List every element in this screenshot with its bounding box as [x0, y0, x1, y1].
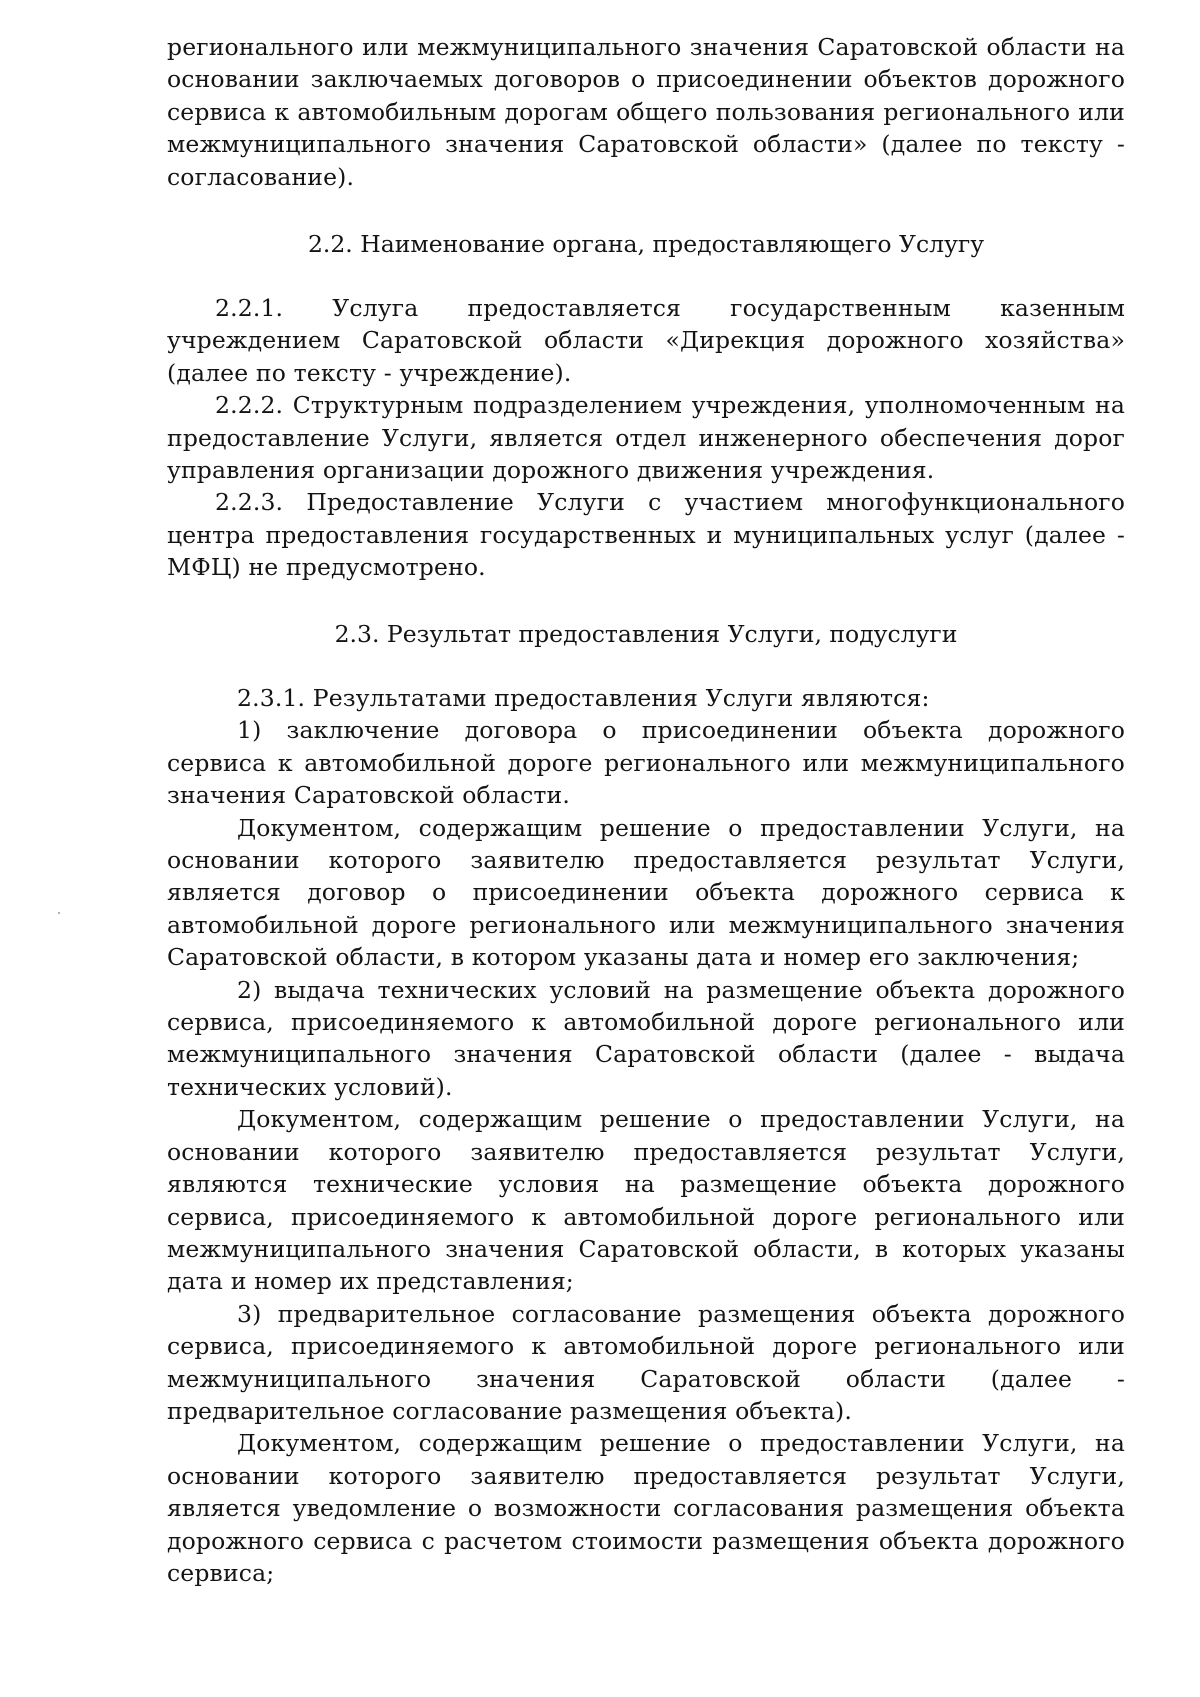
result-document-3: Документом, содержащим решение о предоставлении Услуги, на основании которого заявителю предоставляется результат Услуги, является уведомление о возможности согласования размещения объекта дорожного сервиса с расчетом стоимости размещения объекта дорожного сервиса;: [167, 1429, 1125, 1587]
paragraph-2-2-1: 2.2.1. Услуга предоставляется государственным казенным учреждением Саратовской области «Дирекция дорожного хозяйства» (далее по тексту - учреждение).: [167, 294, 1125, 387]
section-2-3-heading: 2.3. Результат предоставления Услуги, подуслуги: [334, 620, 958, 648]
section-2-2-heading: 2.2. Наименование органа, предоставляющего Услугу: [307, 230, 985, 258]
result-item-1: 1) заключение договора о присоединении объекта дорожного сервиса к автомобильной дороге регионального или межмуниципального значения Саратовской области.: [167, 716, 1125, 810]
paragraph-2-2-2: 2.2.2. Структурным подразделением учреждения, уполномоченным на предоставление Услуги, является отдел инженерного обеспечения дорог управления организации дорожного движения учреждения.: [167, 391, 1125, 485]
paragraph-2-2-3: 2.2.3. Предоставление Услуги с участием многофункционального центра предоставления государственных и муниципальных услуг (далее - МФЦ) не предусмотрено.: [167, 488, 1125, 582]
result-item-3: 3) предварительное согласование размещения объекта дорожного сервиса, присоединяемого к автомобильной дороге регионального или межмуниципального значения Саратовской области (далее - предварительное согласование размещения объекта).: [167, 1299, 1125, 1425]
section-2-2-body: [167, 292, 1125, 584]
scan-speck: [58, 912, 60, 914]
result-document-2: Документом, содержащим решение о предоставлении Услуги, на основании которого заявителю предоставляется результат Услуги, являются технические условия на размещение объекта дорожного сервиса, присоединяемого к автомобильной дороге регионального или межмуниципального значения Саратовской области, в которых указаны дата и номер их представления;: [167, 1105, 1125, 1296]
continuation-paragraph-block: [167, 31, 1125, 193]
section-2-3-body: [167, 682, 1125, 1589]
continuation-paragraph: регионального или межмуниципального значения Саратовской области на основании заключаемых договоров о присоединении объектов дорожного сервиса к автомобильным дорогам общего пользования регионального или межмуниципального значения Саратовской области» (далее по тексту - согласование).: [167, 33, 1125, 191]
result-document-1: Документом, содержащим решение о предоставлении Услуги, на основании которого заявителю предоставляется результат Услуги, является договор о присоединении объекта дорожного сервиса к автомобильной дороге регионального или межмуниципального значения Саратовской области, в котором указаны дата и номер его заключения;: [167, 813, 1125, 972]
result-item-2: 2) выдача технических условий на размещение объекта дорожного сервиса, присоединяемого к автомобильной дороге регионального или межмуниципального значения Саратовской области (далее - выдача технических условий).: [167, 975, 1125, 1101]
paragraph-2-3-1: 2.3.1. Результатами предоставления Услуги являются:: [237, 684, 930, 712]
